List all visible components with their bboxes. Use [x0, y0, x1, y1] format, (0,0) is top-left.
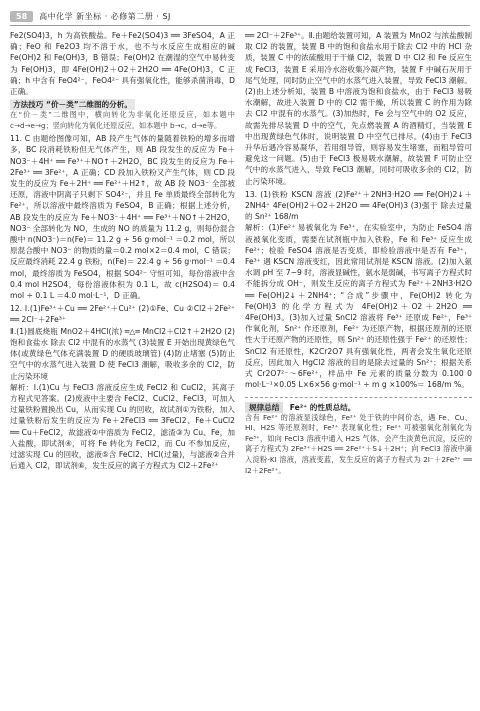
question-11-answer: 11. C 由题给图像可知，AB 段产生气体的量随着铁粉的增多而增多，BC 段消耗铁粉但无气体产生，则 AB 段发生的反应为 Fe＋NO3⁻＋4H⁺ ══ Fe³⁺＋NO↑＋2H2O，BC 段发生的反应为 Fe＋2Fe³⁺ ══ 3Fe²⁺，A 正确；CD 段加入铁粉又产生气体，则 CD 段发生的反应为 Fe＋2H⁺ ══ Fe²⁺＋H2↑，故 AB 段 NO3⁻ 全部被还原，溶液中阴离子只剩下 SO4²⁻，并且 Fe 单质最终全部转化为 Fe²⁺，所以溶液中最终溶质为 FeSO4，B 正确；根据上述分析，AB 段发生的反应为 Fe＋NO3⁻＋4H⁺ ══ Fe³⁺＋NO↑＋2H2O，NO3⁻ 全部转化为 NO，生成的 NO 的质量为 11.2 g，则每份混合酸中 n(NO3⁻)＝n(Fe)＝ 11.2 g ÷ 56 g·mol⁻¹ ＝0.2 mol，所以原混合酸中 NO3⁻ 的物质的量＝0.2 mol×2＝0.4 mol，C 错误；反应最终消耗 22.4 g 铁粉，n(Fe)＝ 22.4 g ÷ 56 g·mol⁻¹ ＝0.4 mol，最终溶质为 FeSO4，根据 SO4²⁻ 守恒可知，每份溶液中含 0.4 mol H2SO4，每份溶液体积为 0.1 L，故 c(H2SO4)＝ 0.4 mol ÷ 0.1 L ＝4.0 mol·L⁻¹，D 正确。: [10, 134, 235, 301]
left-column: [10, 30, 235, 705]
header-divider: [10, 25, 470, 26]
page-header: [10, 8, 470, 24]
question-13-analysis: 解析：(1)Fe²⁺ 易被氧化为 Fe³⁺，在实验室中，为防止 FeSO4 溶液被氧化变质，需要在试剂瓶中加入铁粉，Fe 和 Fe³⁺ 反应生成 Fe²⁺；检验 FeSO4 溶液是否变质，即检验溶液中是否有 Fe³⁺，Fe³⁺ 遇 KSCN 溶液变红，因此常用试剂是 KSCN 溶液。(2)加入氨水调 pH 至 7~9 时，溶液显碱性，氨水是弱碱，书写离子方程式时不能拆分成 OH⁻，则发生反应的离子方程式为 Fe²⁺＋2NH3·H2O ══ Fe(OH)2↓＋2NH4⁺；“合成”步骤中，Fe(OH)2 转化为 Fe(OH)3 的化学方程式为 4Fe(OH)2＋O2＋2H2O ══ 4Fe(OH)3。(3)加入过量 SnCl2 溶液将 Fe³⁺ 还原成 Fe²⁺，Fe³⁺ 作氧化剂，Sn²⁺ 作还原剂，Fe²⁺ 为还原产物，根据还原剂的还原性大于还原产物的还原性，则 Sn²⁺ 的还原性强于 Fe²⁺ 的还原性；SnCl2 有还原性，K2Cr2O7 具有强氧化性，两者会发生氧化还原反应，因此加入 HgCl2 溶液的目的是除去过量的 Sn²⁺；根据关系式 Cr2O7²⁻～6Fe²⁺，样品中 Fe 元素的质量分数为 0.100 0 mol·L⁻¹×0.05 L×6×56 g·mol⁻¹ ÷ m g ×100%＝ 168/m %。: [245, 223, 472, 390]
question-12-answer-part2: Ⅱ.(1)圆底烧瓶 MnO2＋4HCl(浓) ═△═ MnCl2＋Cl2↑＋2H2O (2)饱和食盐水 除去 Cl2 中混有的水蒸气 (3)装置 E 开始出现黄绿色气体(或黄绿色气体充满装置 D 的硬质玻璃管) (4)防止堵塞 (5)防止空气中的水蒸气进入装置 D 使 FeCl3 潮解，吸收多余的 Cl2，防止污染环境: [10, 326, 235, 381]
page-number: 58: [10, 11, 33, 22]
answer-paragraph: Fe2(SO4)3，h 为高铁酸盐。Fe＋Fe2(SO4)3 ══ 3FeSO4，A 正确；FeO 和 Fe2O3 均不溶于水，也不与水反应生成相应的碱 Fe(OH)2 和 Fe(OH)3，B 错误；Fe(OH)2 在潮湿的空气中易转变为 Fe(OH)3，即 4Fe(OH)2＋O2＋2H2O ══ 4Fe(OH)3，C 正确；h 中含有 FeO4²⁻，FeO4²⁻ 具有强氧化性，能够杀菌消毒，D 正确。: [10, 31, 235, 97]
summary-box: [245, 397, 472, 477]
question-13-answer: 13. (1)铁粉 KSCN 溶液 (2)Fe²⁺＋2NH3·H2O ══ Fe(OH)2↓＋2NH4⁺ 4Fe(OH)2＋O2＋2H2O ══ 4Fe(OH)3 (3)强于 除去过量的 Sn²⁺ 168/m: [245, 189, 472, 222]
summary-label: 规律总结: [245, 402, 283, 413]
question-12-analysis-continued: ══ 2Cl⁻＋2Fe³⁺。Ⅱ.由题给装置可知，A 装置为 MnO2 与浓盐酸制取 Cl2 的装置，装置 B 中的饱和食盐水用于除去 Cl2 中的 HCl 杂质，装置 C 中的浓硫酸用于干燥 Cl2，装置 D 中 Cl2 和 Fe 反应生成 FeCl3，装置 E 采用冷水浴收集冷凝产物，装置 F 中碱石灰用于尾气处理，同时防止空气中的水蒸气进入装置，导致 FeCl3 潮解。(2)由上述分析知，装置 B 中溶液为饱和食盐水，由于 FeCl3 易吸水潮解，故进入装置 D 中的 Cl2 需干燥，所以装置 C 的作用为除去 Cl2 中混有的水蒸气。(3)加热时，Fe 会与空气中的 O2 反应，故需先排尽装置 D 中的空气，先点燃装置 A 的酒精灯，当装置 E 中出现黄绿色气体时，说明装置 D 中空气已排尽。(4)由于 FeCl3 升华后遇冷容易凝华，若用细导管，则容易发生堵塞，而粗导管可避免这一问题。(5)由于 FeCl3 极易吸水潮解，故装置 F 可防止空气中的水蒸气进入，导致 FeCl3 潮解，同时可吸收多余的 Cl2，防止污染环境。: [245, 31, 472, 186]
question-12-answer-part1: 12. Ⅰ.(1)Fe³⁺＋Cu ══ 2Fe²⁺＋Cu²⁺ (2)①Fe、Cu ②Cl2＋2Fe²⁺ ══ 2Cl⁻＋2Fe³⁺: [10, 304, 235, 325]
method-tip-title: 方法技巧 “价－类”二维图的分析。: [10, 99, 135, 110]
book-title: 高中化学 新坐标 · 必修第二册 · SJ: [39, 11, 171, 21]
summary-title: Fe²⁺ 的性质总结。: [289, 402, 356, 412]
summary-body: 含有 Fe²⁺ 的溶液显浅绿色，Fe²⁺ 处于铁的中间价态，遇 Fe、Cu、HI、H2S 等还原剂时，Fe³⁺ 表现氧化性；Fe²⁺ 可被强氧化剂氧化为 Fe³⁺，如向 FeCl3 溶液中通入 H2S 气体，会产生淡黄色沉淀，反应的离子方程式为 2Fe³⁺＋H2S ══ 2Fe²⁺＋S↓＋2H⁺；向 FeCl3 溶液中滴入淀粉-KI 溶液，溶液变蓝，发生反应的离子方程式为 2I⁻＋2Fe³⁺ ══ I2＋2Fe²⁺。: [245, 412, 472, 475]
question-12-analysis: 解析：Ⅰ.(1)Cu 与 FeCl3 溶液反应生成 FeCl2 和 CuCl2，其离子方程式见答案。(2)废液中主要含 FeCl2、CuCl2、FeCl3，可加入过量铁粉置换出 Cu，从而实现 Cu 的回收，故试剂①为铁粉，加入过量铁粉后发生的反应为 Fe＋2FeCl3 ══ 3FeCl2、Fe＋CuCl2 ══ Cu＋FeCl2，故滤液②中溶质为 FeCl2，滤渣③为 Cu、Fe，加入盐酸，即试剂④，可将 Fe 转化为 FeCl2，而 Cu 不参加反应，过滤实现 Cu 的回收，滤液⑤含 FeCl2、HCl(过量)，与滤液②合并后通入 Cl2，即试剂⑥，发生反应的离子方程式为 Cl2＋2Fe²⁺: [10, 382, 235, 471]
right-column: [245, 30, 472, 705]
method-tip-body: 在“价－类”二维图中，横向转化为非氧化还原反应，如本题中 c→d→e→g；竖向转化为氧化还原反应，如本题中 b→c，d→e等。: [10, 110, 235, 130]
